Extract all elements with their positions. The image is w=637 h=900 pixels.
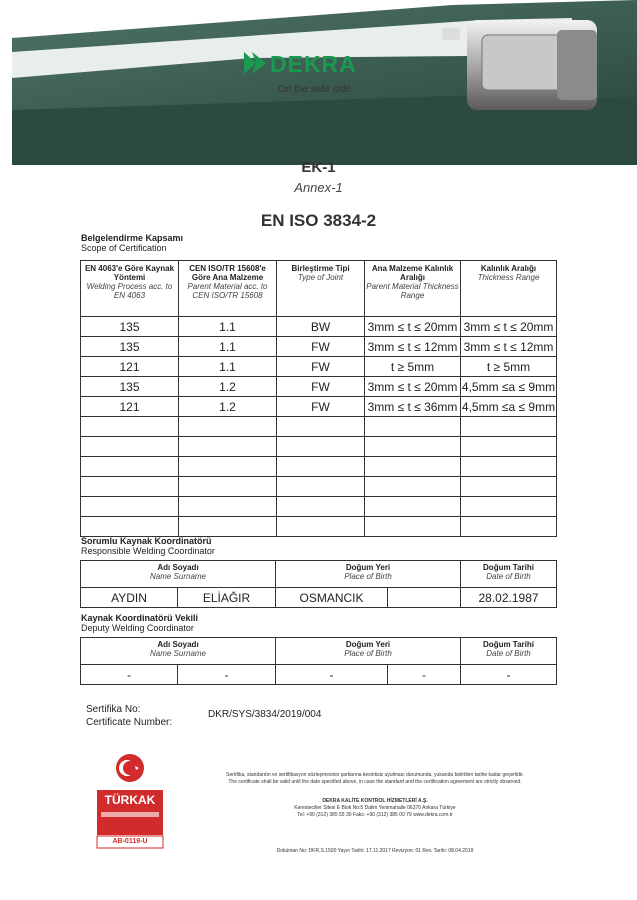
scope-label [81,233,183,253]
scope-cell [277,417,365,437]
scope-cell [81,457,179,477]
coordinator-label [81,536,215,556]
scope-cell: FW [277,377,365,397]
certificate-label-tr: Sertifika No: [86,704,141,715]
validity-note-tr: Sertifika, standardın ve sertifikasyon sözleşmesinin şartlarına kesintisiz uyulması durumunda, yukarıda belirtilen tarihe kadar geçerlidir. [226,772,524,778]
scope-label-en: Scope of Certification [81,243,167,253]
scope-cell [81,517,179,537]
scope-cell [365,437,461,457]
coordinator-label-tr: Sorumlu Kaynak Koordinatörü [81,536,212,546]
deputy-name-header: Adı Soyadı Name Surname [81,638,276,665]
scope-cell: 4,5mm ≤a ≤ 9mm [461,397,557,417]
scope-cell [179,477,277,497]
scope-cell [277,437,365,457]
scope-cell: 3mm ≤ t ≤ 36mm [365,397,461,417]
company-info [190,798,560,819]
coordinator-date-header: Doğum Tarihi Date of Birth [461,561,557,588]
deputy-place: - [276,665,388,685]
turkak-mark: TÜRKAK [104,793,156,807]
scope-cell [461,457,557,477]
document-info: Doküman No: DKR.S.1500 Yayın Tarihi: 17.11.2017 Revizyon: 01 Rev. Tarihi: 08.04.2019 [276,848,474,854]
scope-cell: 135 [81,317,179,337]
scope-row [81,477,557,497]
scope-cell [277,517,365,537]
col-header-thickness: Kalınlık Aralığı Thickness Range [461,261,557,317]
coordinator-place-extra [388,588,461,608]
coordinator-last-name: ELİAĞIR [178,588,276,608]
scope-row [81,497,557,517]
deputy-table [80,637,557,685]
scope-cell [277,477,365,497]
company-name: DEKRA KALİTE KONTROL HİZMETLERİ A.Ş. [322,798,428,804]
scope-cell: FW [277,337,365,357]
scope-cell [81,477,179,497]
scope-row [81,517,557,537]
scope-table [80,260,557,537]
scope-cell: 4,5mm ≤a ≤ 9mm [461,377,557,397]
deputy-header-row [81,638,557,665]
deputy-date: - [461,665,557,685]
certificate-number: DKR/SYS/3834/2019/004 [208,709,322,720]
scope-cell [365,497,461,517]
scope-cell: BW [277,317,365,337]
scope-row [81,417,557,437]
deputy-first-name: - [81,665,178,685]
col-header-joint: Birleştirme Tipi Type of Joint [277,261,365,317]
scope-cell [179,437,277,457]
scope-cell [179,497,277,517]
scope-row [81,437,557,457]
coordinator-place: OSMANCIK [276,588,388,608]
standard-title: EN ISO 3834-2 [260,211,377,230]
deputy-last-name: - [178,665,276,685]
dekra-logo [244,52,266,79]
scope-cell: 1.1 [179,357,277,377]
scope-row [81,357,557,377]
scope-cell: 121 [81,397,179,417]
col-header-material: CEN ISO/TR 15608'e Göre Ana Malzeme Parent Material acc. to CEN ISO/TR 15608 [179,261,277,317]
scope-cell [461,497,557,517]
scope-cell: 1.2 [179,377,277,397]
scope-cell [277,457,365,477]
scope-cell: 3mm ≤ t ≤ 12mm [461,337,557,357]
deputy-label-tr: Kaynak Koordinatörü Vekili [81,613,199,623]
scope-row [81,457,557,477]
company-address: Kerestecilier Sitesi E Blok No:5 Dalim Yenimahalle 06370 Ankara Türkiye [294,805,456,811]
deputy-place-extra: - [388,665,461,685]
scope-cell [461,417,557,437]
brand-tagline: On the safe side. [278,84,354,95]
brand-name: DEKRA [270,51,357,77]
deputy-label-en: Deputy Welding Coordinator [81,623,194,633]
turkak-code: AB-0119-U [112,838,148,845]
coordinator-label-en: Responsible Welding Coordinator [81,546,215,556]
deputy-label [81,613,198,633]
scope-cell [365,517,461,537]
scope-cell [179,517,277,537]
validity-note [190,772,560,786]
validity-note-en: The certificate shall be valid until the date specified above, in case the standard and the certification agreement are strictly observed. [228,779,522,785]
scope-cell [277,497,365,517]
coordinator-name-header: Adı Soyadı Name Surname [81,561,276,588]
scope-cell: 3mm ≤ t ≤ 20mm [365,317,461,337]
scope-cell [461,517,557,537]
scope-cell [81,497,179,517]
scope-cell: 135 [81,377,179,397]
header-banner [12,0,637,165]
scope-cell: 3mm ≤ t ≤ 20mm [461,317,557,337]
coordinator-first-name: AYDIN [81,588,178,608]
deputy-place-header: Doğum Yeri Place of Birth [276,638,461,665]
deputy-date-header: Doğum Tarihi Date of Birth [461,638,557,665]
scope-cell [461,477,557,497]
scope-cell: t ≥ 5mm [461,357,557,377]
scope-cell [365,457,461,477]
scope-cell: t ≥ 5mm [365,357,461,377]
scope-cell [179,457,277,477]
certificate-label [86,703,172,729]
scope-cell: 3mm ≤ t ≤ 12mm [365,337,461,357]
scope-cell: 1.2 [179,397,277,417]
turkak-logo [95,750,165,850]
scope-body [81,317,557,537]
scope-row [81,337,557,357]
coordinator-value-row [81,588,557,608]
scope-cell: 3mm ≤ t ≤ 20mm [365,377,461,397]
scope-cell: 135 [81,337,179,357]
scope-cell: 1.1 [179,337,277,357]
company-contact: Tel: +90 (312) 385 55 30 Faks: +90 (312) 385 00 79 www.dekra.com.tr [297,812,453,818]
annex-title: EK-1 [301,159,336,176]
scope-cell: FW [277,357,365,377]
certificate-label-en: Certificate Number: [86,717,173,728]
scope-label-tr: Belgelendirme Kapsamı [81,233,184,243]
deputy-value-row [81,665,557,685]
scope-row [81,317,557,337]
col-header-parent-thickness: Ana Malzeme Kalınlık Aralığı Parent Material Thickness Range [365,261,461,317]
scope-cell [179,417,277,437]
dekra-logo-icon [244,52,266,74]
coordinator-table [80,560,557,608]
scope-row [81,377,557,397]
scope-cell [461,437,557,457]
scope-cell: 121 [81,357,179,377]
scope-header-row [81,261,557,317]
scope-cell: 1.1 [179,317,277,337]
scope-cell [81,417,179,437]
coordinator-place-header: Doğum Yeri Place of Birth [276,561,461,588]
annex-subtitle: Annex-1 [294,180,343,195]
scope-cell: FW [277,397,365,417]
scope-cell [81,437,179,457]
seatbelt-graphic [12,0,637,165]
coordinator-date: 28.02.1987 [461,588,557,608]
scope-cell [365,477,461,497]
coordinator-header-row [81,561,557,588]
scope-row [81,397,557,417]
scope-cell [365,417,461,437]
col-header-process: EN 4063'e Göre Kaynak Yöntemi Welding Process acc. to EN 4063 [81,261,179,317]
